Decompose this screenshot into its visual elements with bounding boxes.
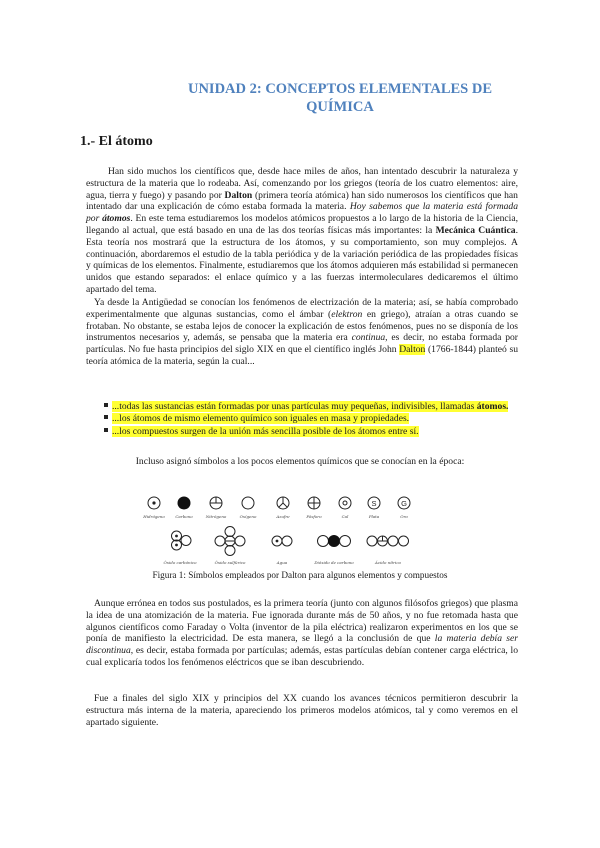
text: , es decir, no estaba formada por partículas. No fue hasta principios del siglo XIX en que el científico inglés John (86, 332, 518, 356)
hydrogen-symbol-icon (148, 497, 160, 509)
text: (primera teoría atómica) han sido numerosos los científicos que han intentado dar una explicación de cómo estaba formada la materia. (86, 189, 518, 213)
list-item (106, 413, 508, 425)
paragraph-atomic-models (86, 693, 518, 728)
paragraph-antiquity (86, 297, 518, 368)
bullet-bold: átomos. (476, 401, 509, 412)
label-nitric-acid: Ácido nítrico (375, 560, 401, 565)
text: en griego), atraían a otras cuando se frotaban. No obstante, se estaba lejos de conocer la explicación de estos fenómenos, pues no se disponía de los instrumentos necesarios y, además, se pensaba que la materia era (86, 308, 518, 344)
symbols-intro: Incluso asignó símbolos a los pocos elementos químicos que se conocían en la época: (135, 456, 465, 467)
silver-symbol-icon (368, 497, 380, 509)
italic-elektron: elektron (331, 308, 363, 320)
dalton-symbols-figure (140, 491, 440, 571)
bullet-text: ...los compuestos surgen de la unión más sencilla posible de los átomos entre sí. (112, 425, 419, 437)
title-line-1: UNIDAD 2: CONCEPTOS ELEMENTALES DE (187, 81, 492, 97)
silver-letter: S (371, 498, 377, 508)
label-phosphorus: Fósforo (306, 514, 322, 519)
page-title (150, 80, 530, 116)
text: Aunque errónea en todos sus postulados, es la primera teoría (junto con algunos filósofos griegos) que plasma la idea de una atomización de la materia. Fue ignorada durante más de 50 años, y no fue retomada hasta que algunos científicos como Faraday o Volta (inventor de la pila eléctrica) realizaron experimentos en los que se ponía de manifiesto la electricidad. De esta manera, se llegó a la conclusión de que (86, 598, 518, 645)
label-sulfur: Azufre (276, 514, 290, 519)
label-lime: Cal (341, 514, 349, 519)
bullet-square-icon (104, 428, 108, 432)
label-gold: Oro (400, 514, 408, 519)
label-sulfuric-oxide: Óxido sulfúrico (214, 560, 246, 565)
phosphorus-symbol-icon (308, 497, 320, 509)
oxygen-symbol-icon (242, 497, 254, 509)
label-water: Agua (276, 560, 288, 565)
label-hydrogen: Hidrógeno (143, 514, 165, 519)
bullet-text: ...todas las sustancias están formadas por unas partículas muy pequeñas, indivisibles, llamadas (112, 401, 477, 412)
label-silver: Plata (368, 514, 380, 519)
lime-symbol-icon (339, 497, 351, 509)
gold-symbol-icon (398, 497, 410, 509)
figure-caption: Figura 1: Símbolos empleados por Dalton para algunos elementos y compuestos (152, 570, 448, 580)
text: , es decir, estaba formada por partículas; además, estas partículas debían contener carga eléctrica, lo cual explicaría todos los fenómenos eléctricos que se iban descubriendo. (86, 645, 518, 668)
text: . Esta teoría nos mostrará que la estructura de los átomos, y su comportamiento, son muy complejos. A continuación, abordaremos el estudio de la tabla periódica y de la variación periódica de las propiedades físicas y químicas de los elementos. Finalmente, estudiaremos que los átomos adquieren más estabilidad si permanecen unidos que estando separados: el enlace químico y a las fuerzas intermoleculares dedicaremos el último apartado del tema. (86, 224, 518, 295)
italic-text: Hoy sabemos que la materia está formada por (86, 201, 519, 225)
text: . En este tema estudiaremos los modelos atómicos propuestos a lo largo de la historia de la Ciencia, llegando al actual, que está basado en una de las dos teorías físicas más importantes: la (86, 213, 518, 236)
label-carbonic-oxide: Óxido carbónico (163, 560, 197, 565)
gold-letter: G (401, 498, 407, 508)
bullet-square-icon (104, 403, 108, 407)
italic-discontinuous-matter: la materia debía ser discontinua (86, 633, 519, 657)
paragraph-dalton-theory (86, 598, 518, 669)
list-item (106, 401, 508, 413)
water-symbol-icon (272, 536, 292, 546)
text: Ya desde la Antigüedad se conocían los fenómenos de electrización de la materia; así, se había comprobado experimentalmente que algunas sustancias, como el ámbar ( (86, 297, 518, 320)
label-carbon: Carbono (175, 514, 193, 519)
carbon-dioxide-symbol-icon (318, 535, 351, 547)
text: (1766-1844) planteó su teoría atómica de la materia, según la cual... (86, 344, 518, 367)
label-nitrogen: Nitrógeno (205, 514, 227, 519)
bold-italic-atoms: átomos (102, 213, 131, 225)
label-oxygen: Oxígeno (239, 514, 257, 519)
bold-quantum-mechanics: Mecánica Cuántica (435, 224, 516, 236)
text: Han sido muchos los científicos que, desde hace miles de años, han intentado descubrir la naturaleza y estructura de la materia que lo rodeaba. Así, comenzando por los griegos (teoría de los cuatro elementos: aire, agua, tierra y fuego) y pasando por (86, 166, 518, 201)
highlight-dalton: Dalton (399, 344, 426, 356)
bullet-text: ...los átomos de mismo elemento químico son iguales en masa y propiedades. (112, 413, 410, 425)
label-carbon-dioxide: Dióxido de carbono (314, 560, 354, 565)
dalton-postulates-list (106, 401, 508, 438)
bullet-square-icon (104, 415, 108, 419)
carbon-symbol-icon (178, 497, 191, 510)
section-heading: 1.- El átomo (80, 134, 153, 149)
dalton-symbols-image (140, 491, 440, 571)
sulfur-symbol-icon (277, 497, 289, 509)
paragraph-intro (86, 166, 518, 296)
title-line-2: QUÍMICA (306, 99, 374, 115)
bold-dalton: Dalton (224, 189, 253, 201)
italic-continua: continua (351, 332, 386, 344)
sulfuric-oxide-symbol-icon (215, 527, 245, 556)
text: Fue a finales del siglo XIX y principios del XX cuando los avances técnicos permitieron descubrir la estructura más interna de la materia, apareciendo los primeros modelos atómicos, tal y como veremos en el apartado siguiente. (86, 693, 518, 728)
nitric-acid-symbol-icon (367, 536, 409, 546)
nitrogen-symbol-icon (210, 497, 222, 509)
carbonic-oxide-symbol-icon (172, 531, 192, 550)
list-item (106, 426, 508, 438)
